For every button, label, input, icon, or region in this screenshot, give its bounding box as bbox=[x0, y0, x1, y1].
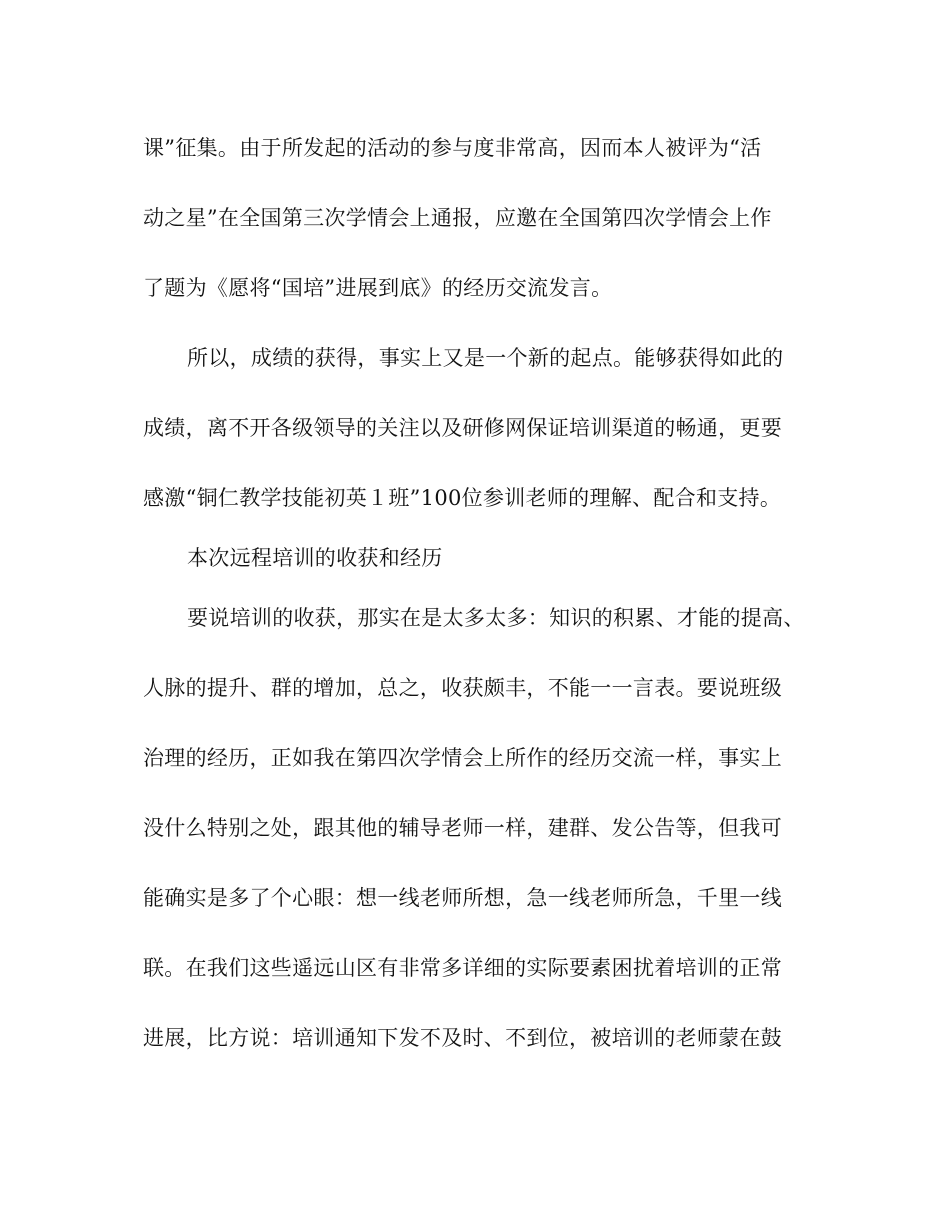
text-line-10: 治理的经历，正如我在第四次学情会上所作的经历交流一样，事实上 bbox=[143, 746, 782, 770]
text-line-11: 没什么特别之处，跟其他的辅导老师一样，建群、发公告等，但我可 bbox=[143, 816, 782, 840]
text-line-9: 人脉的提升、群的增加，总之，收获颇丰，不能一一言表。要说班级 bbox=[143, 676, 782, 700]
text-line-12: 能确实是多了个心眼：想一线老师所想，急一线老师所急，千里一线 bbox=[143, 886, 782, 910]
text-line-5: 成绩，离不开各级领导的关注以及研修网保证培训渠道的畅通，更要 bbox=[143, 416, 782, 440]
text-line-1: 课”征集。由于所发起的活动的参与度非常高，因而本人被评为“活 bbox=[143, 136, 762, 160]
section-heading: 本次远程培训的收获和经历 bbox=[187, 546, 443, 570]
text-line-6: 感激“铜仁教学技能初英１班”100位参训老师的理解、配合和支持。 bbox=[143, 486, 782, 510]
text-line-3: 了题为《愿将“国培”进展到底》的经历交流发言。 bbox=[143, 276, 613, 300]
text-line-14: 进展，比方说：培训通知下发不及时、不到位，被培训的老师蒙在鼓 bbox=[143, 1026, 782, 1050]
text-line-2: 动之星”在全国第三次学情会上通报，应邀在全国第四次学情会上作 bbox=[143, 206, 772, 230]
text-line-13: 联。在我们这些遥远山区有非常多详细的实际要素困扰着培训的正常 bbox=[143, 956, 782, 980]
paragraph-start-line: 所以，成绩的获得，事实上又是一个新的起点。能够获得如此的 bbox=[187, 346, 784, 370]
paragraph-start-line: 要说培训的收获，那实在是太多太多：知识的积累、才能的提高、 bbox=[187, 606, 805, 630]
